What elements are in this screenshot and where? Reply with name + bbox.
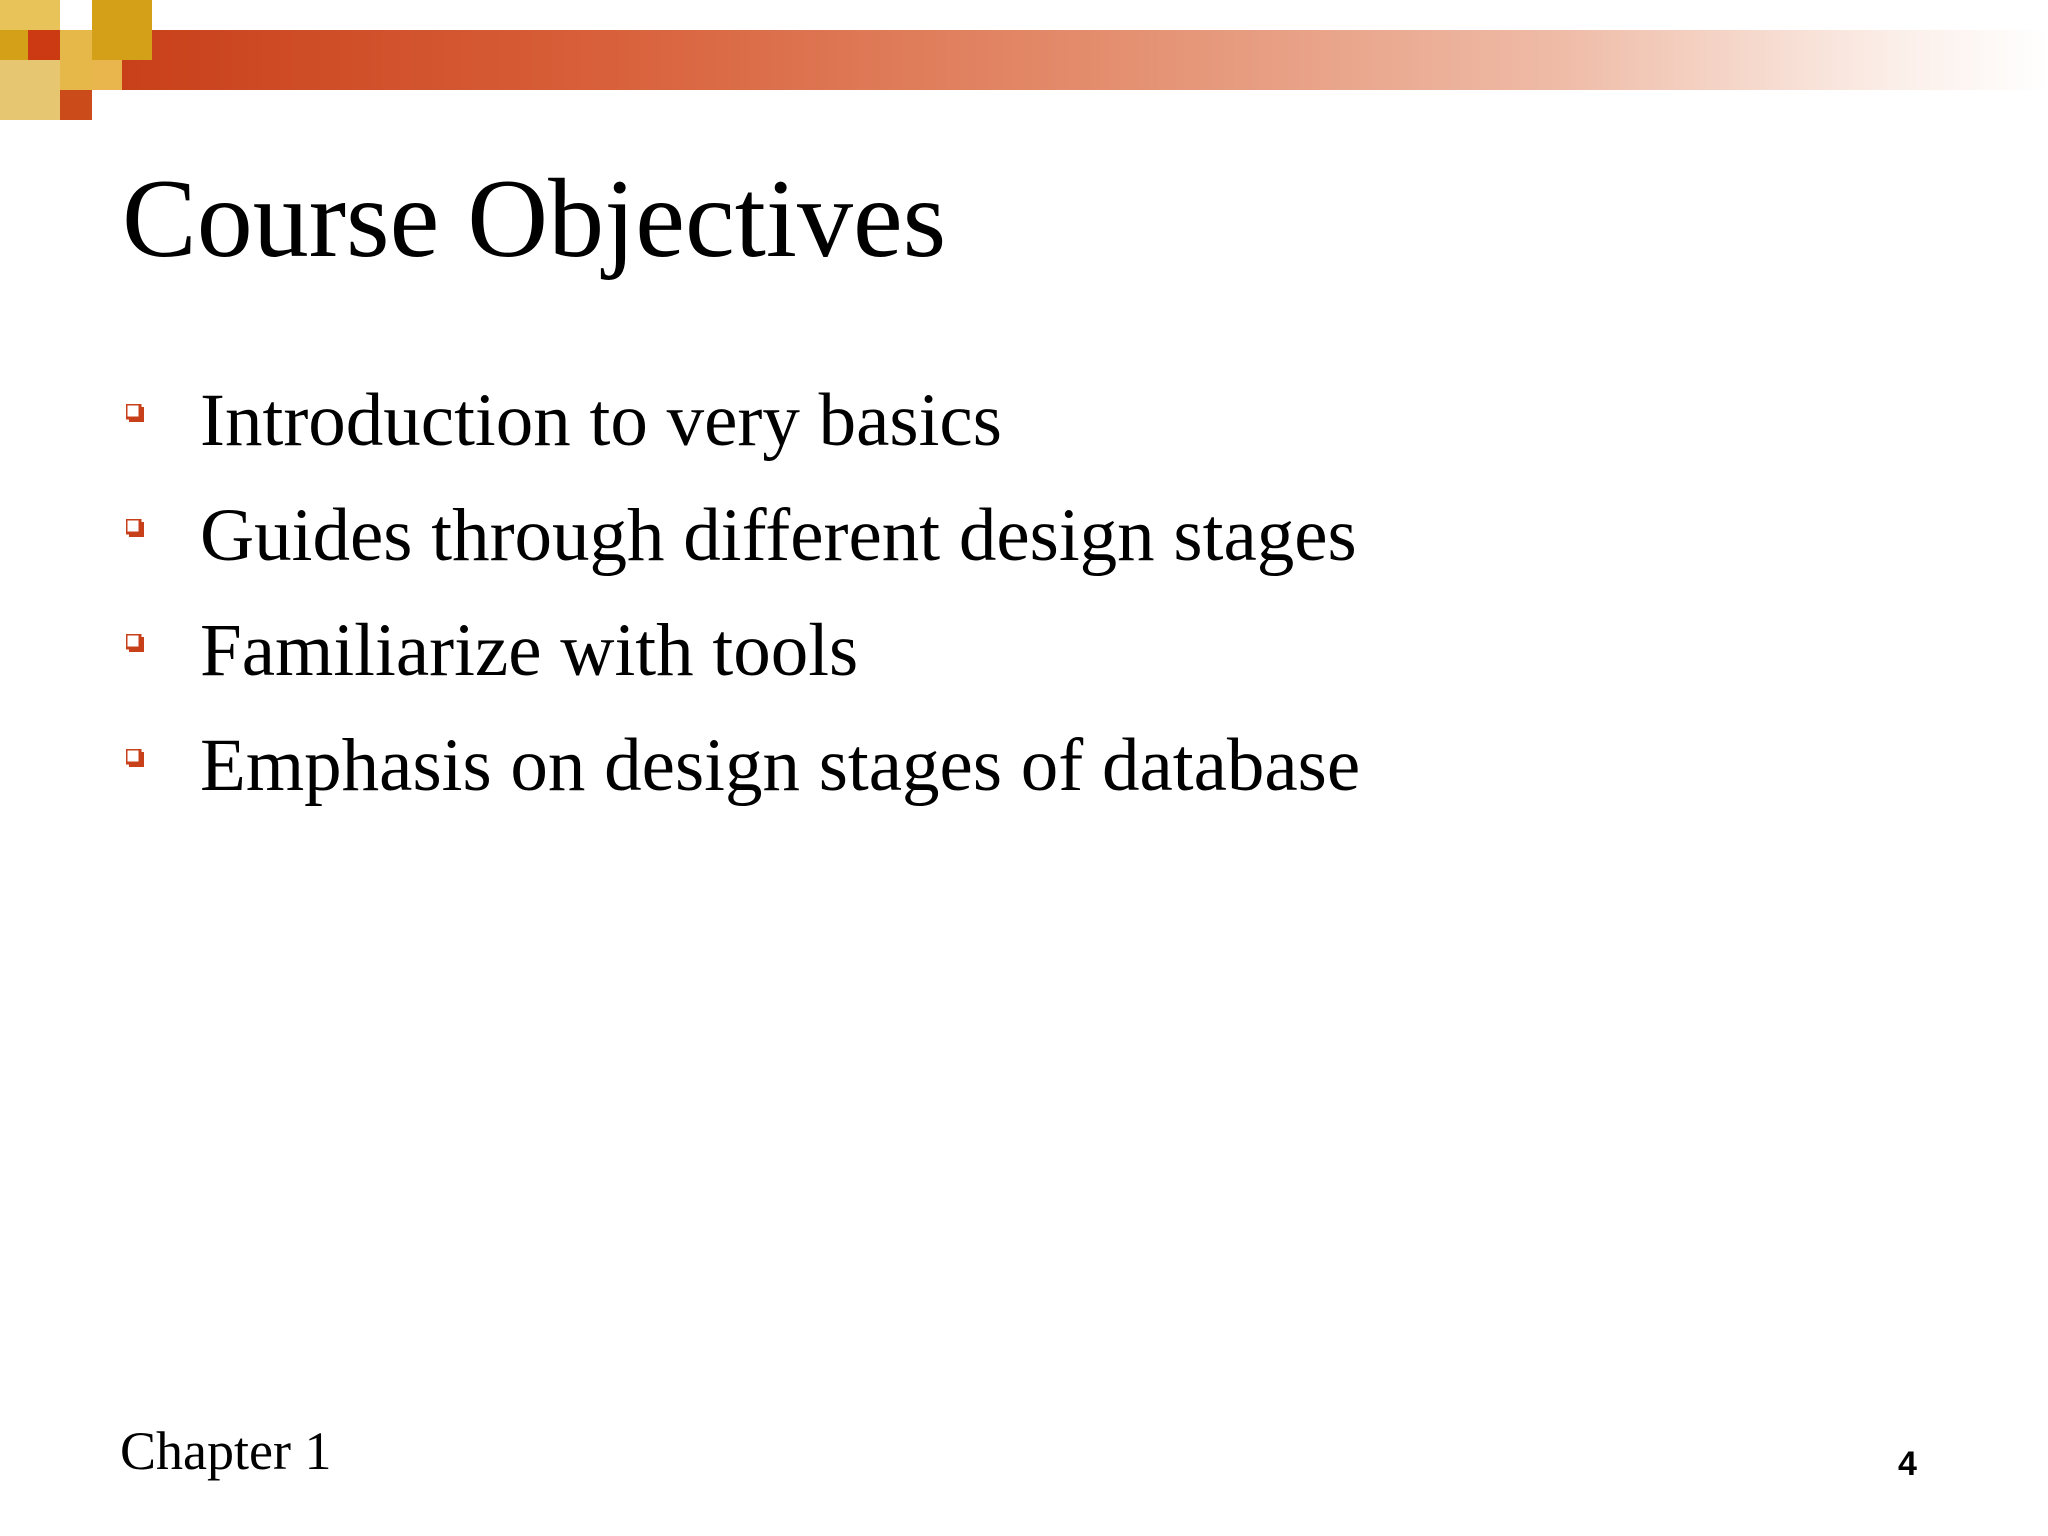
page-number: 4 [1898, 1445, 1917, 1483]
hollow-square-bullet-icon [126, 634, 144, 652]
hollow-square-bullet-icon [126, 519, 144, 537]
hollow-square-bullet-icon [126, 404, 144, 422]
slide-title: Course Objectives [122, 157, 947, 281]
bullet-text: Emphasis on design stages of database [200, 724, 1361, 807]
hollow-square-bullet-icon [126, 749, 144, 767]
bullet-text: Introduction to very basics [200, 379, 1002, 462]
bullet-text: Familiarize with tools [200, 609, 859, 692]
bullet-text: Guides through different design stages [200, 494, 1357, 577]
footer-chapter-label: Chapter 1 [120, 1421, 332, 1481]
header-gradient-band [120, 30, 2048, 90]
